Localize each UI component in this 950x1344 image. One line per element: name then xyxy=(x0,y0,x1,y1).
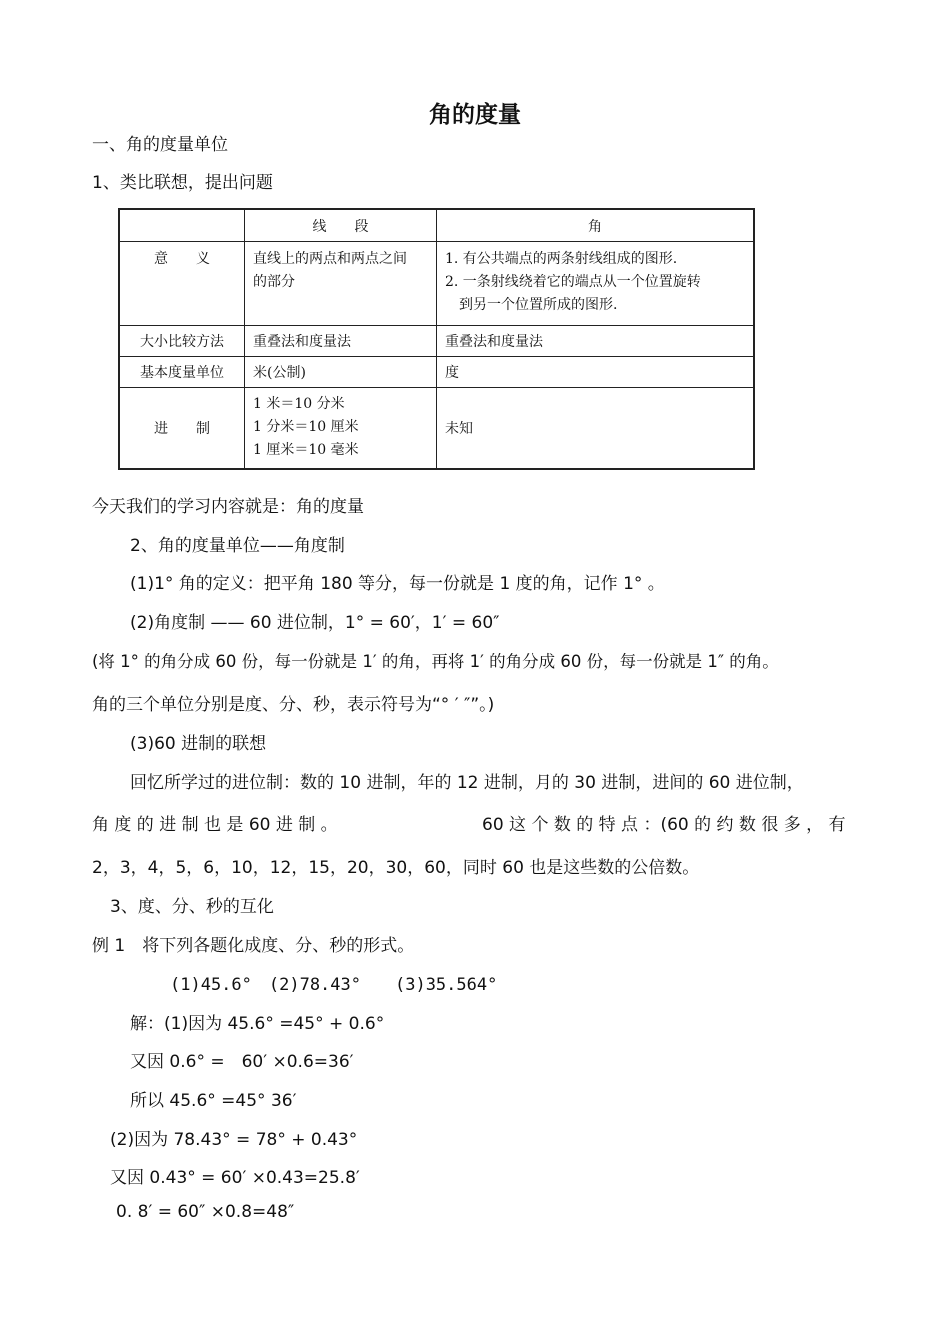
cell-line: 1 分米＝10 厘米 xyxy=(253,419,359,436)
text-line: 例 1 将下列各题化成度、分、秒的形式。 xyxy=(92,936,415,956)
row-label: 大小比较方法 xyxy=(119,326,245,357)
table-row xyxy=(119,326,754,357)
table-header-cell: 线 段 xyxy=(245,209,437,242)
text-line: (1)45.6° (2)78.43° (3)35.564° xyxy=(170,975,498,995)
cell-line: 1 米＝10 分米 xyxy=(253,396,345,413)
cell-line: 2. 一条射线绕着它的端点从一个位置旋转 xyxy=(445,274,701,291)
cell-line: 1 厘米＝10 毫米 xyxy=(253,442,359,459)
text-line: 角的三个单位分别是度、分、秒，表示符号为“° ′ ″”。) xyxy=(92,695,495,715)
text-line: (2)角度制 —— 60 进位制，1° = 60′，1′ = 60″ xyxy=(130,613,500,633)
segment-cell: 重叠法和度量法 xyxy=(245,326,437,357)
text-line: 3、度、分、秒的互化 xyxy=(110,897,274,917)
angle-cell xyxy=(437,242,755,326)
text-line: 2、角的度量单位——角度制 xyxy=(130,536,345,556)
table-header-cell: 角 xyxy=(437,209,755,242)
text-line: (3)60 进制的联想 xyxy=(130,734,267,754)
angle-cell: 重叠法和度量法 xyxy=(437,326,755,357)
text-line: 又因 0.6° = 60′ ×0.6=36′ xyxy=(130,1052,354,1072)
table-row xyxy=(119,387,754,469)
sub-heading: 1、类比联想，提出问题 xyxy=(92,173,273,193)
table-row xyxy=(119,242,754,326)
text-line: 角 度 的 进 制 也 是 60 进 制 。 xyxy=(92,815,338,835)
text-line: 解：(1)因为 45.6° =45° + 0.6° xyxy=(130,1014,385,1034)
table-row xyxy=(119,356,754,387)
segment-cell xyxy=(245,387,437,469)
text-line: (2)因为 78.43° = 78° + 0.43° xyxy=(110,1130,358,1150)
cell-line: 直线上的两点和两点之间 xyxy=(253,251,407,268)
row-label: 意 义 xyxy=(119,242,245,326)
segment-cell xyxy=(245,242,437,326)
cell-line: 的部分 xyxy=(253,274,295,291)
angle-cell: 度 xyxy=(437,356,755,387)
comparison-table xyxy=(118,208,755,470)
text-line: (1)1° 角的定义：把平角 180 等分，每一份就是 1 度的角，记作 1° 。 xyxy=(130,574,665,594)
section-heading: 一、角的度量单位 xyxy=(92,135,228,155)
text-line: (将 1° 的角分成 60 份，每一份就是 1′ 的角，再将 1′ 的角分成 60 份，每一份就是 1″ 的角。 xyxy=(92,652,779,671)
table-header-row xyxy=(119,209,754,242)
page-title: 角的度量 xyxy=(429,102,521,128)
table-header-cell xyxy=(119,209,245,242)
row-label: 进 制 xyxy=(119,387,245,469)
text-line: 今天我们的学习内容就是：角的度量 xyxy=(92,497,364,517)
text-line: 又因 0.43° = 60′ ×0.43=25.8′ xyxy=(110,1168,360,1188)
angle-cell: 未知 xyxy=(437,387,755,469)
cell-line: 到另一个位置所成的图形. xyxy=(445,297,618,314)
text-line: 0. 8′ = 60″ ×0.8=48″ xyxy=(116,1202,295,1222)
text-line: 所以 45.6° =45° 36′ xyxy=(130,1091,297,1111)
text-line: 2，3，4，5，6，10，12，15，20，30，60，同时 60 也是这些数的公倍数。 xyxy=(92,858,700,878)
text-line: 60 这 个 数 的 特 点 ：(60 的 约 数 很 多 ， 有 xyxy=(482,815,846,835)
row-label: 基本度量单位 xyxy=(119,356,245,387)
segment-cell: 米(公制) xyxy=(245,356,437,387)
text-line: 回忆所学过的进位制：数的 10 进制，年的 12 进制，月的 30 进制，进间的 60 进位制， xyxy=(130,773,804,793)
cell-line: 1. 有公共端点的两条射线组成的图形. xyxy=(445,251,678,268)
